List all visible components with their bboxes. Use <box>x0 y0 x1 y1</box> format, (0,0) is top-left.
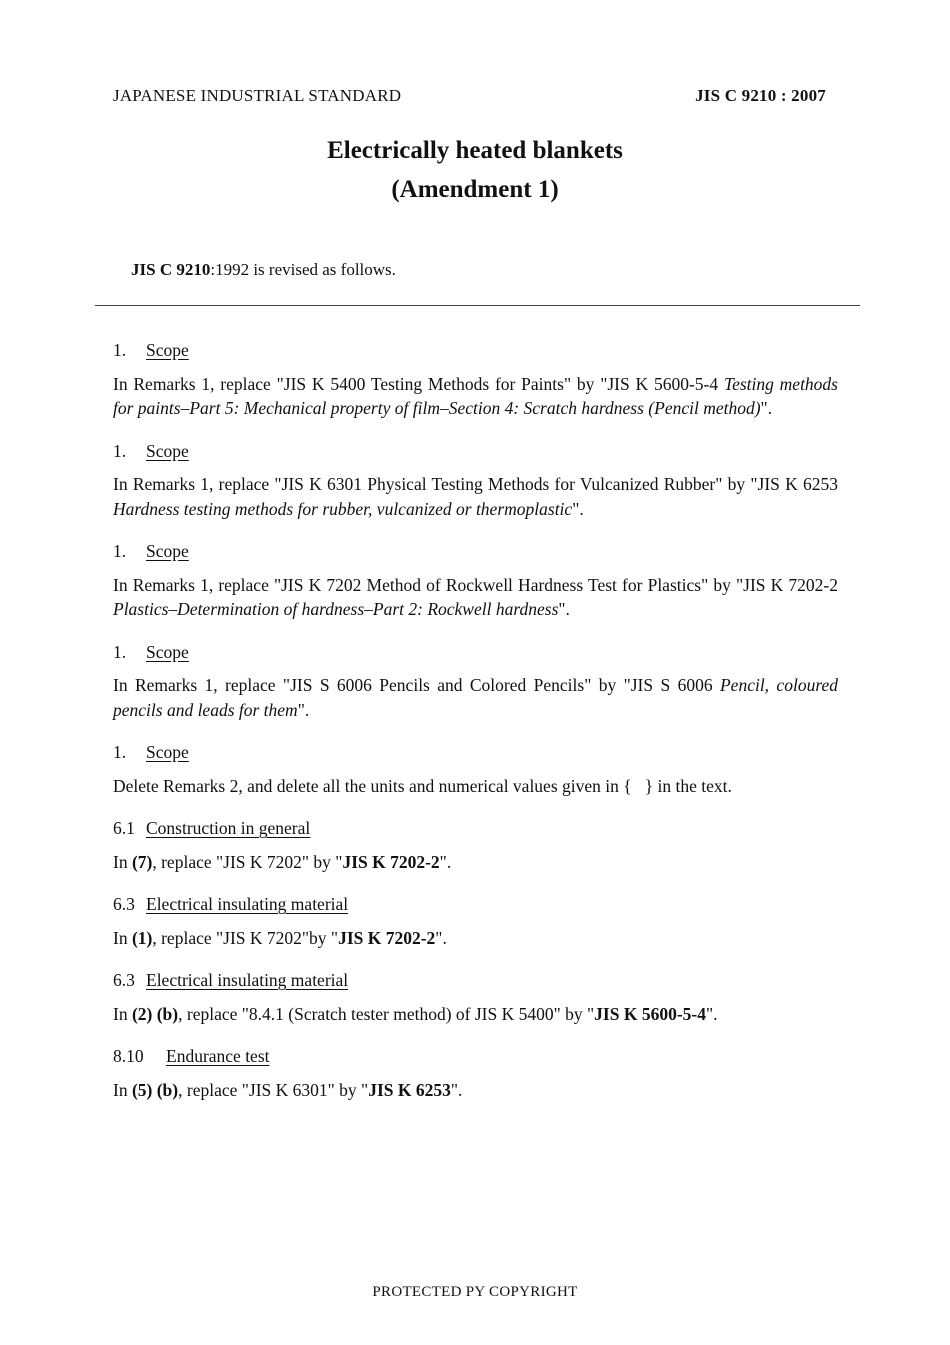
body-text: , replace "JIS K 6301" by " <box>178 1079 369 1100</box>
amendment-section <box>113 892 838 950</box>
body-text: ". <box>450 1079 463 1100</box>
amendment-section <box>113 338 838 421</box>
section-number: 1. <box>113 541 127 561</box>
section-heading <box>113 640 838 665</box>
body-text: , replace "8.4.1 (Scratch tester method) of JIS K 5400" by " <box>178 1003 595 1024</box>
section-number: 1. <box>113 440 127 461</box>
intro-statement <box>131 260 396 280</box>
section-number: 1. <box>113 340 127 360</box>
body-item-ref: (5) (b) <box>131 1079 179 1100</box>
body-italic-title: Plastics–Determination of hardness–Part 2: Rockwell hardness <box>113 599 559 619</box>
intro-standard-id: JIS C 9210 <box>131 260 211 279</box>
amendment-section <box>113 640 838 723</box>
body-item-ref: (7) <box>131 851 153 872</box>
amendment-section <box>113 968 838 1026</box>
section-title: Scope <box>146 541 189 561</box>
section-body <box>113 1078 838 1103</box>
header-standard-name: JAPANESE INDUSTRIAL STANDARD <box>113 86 402 105</box>
section-title: Scope <box>146 742 189 762</box>
body-standard-ref: JIS K 7202-2 <box>338 927 436 948</box>
amendment-section <box>113 740 838 798</box>
body-text: ". <box>297 699 310 720</box>
section-number: 1. <box>113 641 127 662</box>
body-text: In Remarks 1, replace "JIS S 6006 Pencils and Colored Pencils" by "JIS S 6006 <box>113 675 720 695</box>
body-standard-ref: JIS K 7202-2 <box>342 851 440 872</box>
section-number: 6.1 <box>113 818 135 838</box>
section-body <box>113 850 838 875</box>
section-heading <box>113 740 838 765</box>
horizontal-divider <box>95 305 860 306</box>
section-heading <box>113 968 838 993</box>
document-title: Electrically heated blankets <box>327 137 623 164</box>
body-item-ref: (1) <box>131 927 153 948</box>
section-title: Endurance test <box>166 1046 270 1066</box>
body-text: ". <box>435 927 447 948</box>
section-number: 6.3 <box>113 894 135 914</box>
section-body <box>113 372 838 421</box>
section-number: 1. <box>113 742 127 762</box>
body-text: In Remarks 1, replace "JIS K 5400 Testing Methods for Paints" by "JIS K 5600-5-4 <box>113 373 724 394</box>
section-body <box>113 926 838 951</box>
section-number: 8.10 <box>113 1046 144 1066</box>
body-text: In Remarks 1, replace "JIS K 6301 Physical Testing Methods for Vulcanized Rubber" by "JIS K 6253 <box>113 474 838 494</box>
amendment-section <box>113 539 838 622</box>
intro-text: :1992 is revised as follows. <box>210 260 396 279</box>
section-body <box>113 1002 838 1027</box>
body-text: In <box>113 927 132 948</box>
body-standard-ref: JIS K 6253 <box>368 1079 451 1100</box>
section-title: Scope <box>146 340 189 360</box>
body-text: ". <box>705 1003 718 1024</box>
body-text: ". <box>558 599 570 619</box>
section-body <box>113 774 838 799</box>
body-text: In <box>113 1003 132 1024</box>
section-heading <box>113 338 838 363</box>
body-text: Delete Remarks 2, and delete all the units and numerical values given in { } in the text. <box>113 775 732 796</box>
body-text: ". <box>760 398 773 418</box>
body-text: In <box>113 1079 132 1100</box>
section-heading <box>113 892 838 917</box>
body-italic-title: Pencil, coloured pencils and leads for them <box>113 675 838 720</box>
body-text: ". <box>439 851 452 872</box>
header-standard-number: JIS C 9210 : 2007 <box>695 86 826 105</box>
section-title: Scope <box>146 440 189 461</box>
section-heading <box>113 816 838 841</box>
section-heading <box>113 439 838 464</box>
section-title: Electrical insulating material <box>146 894 349 914</box>
body-text: ". <box>572 498 584 519</box>
body-text: , replace "JIS K 7202"by " <box>152 927 339 948</box>
section-title: Scope <box>146 641 189 662</box>
body-standard-ref: JIS K 5600-5-4 <box>594 1003 706 1024</box>
document-subtitle: (Amendment 1) <box>391 176 559 203</box>
section-body <box>113 472 838 521</box>
section-heading <box>113 539 838 564</box>
section-title: Electrical insulating material <box>146 970 349 990</box>
body-text: In <box>113 851 132 872</box>
body-italic-title: Hardness testing methods for rubber, vulcanized or thermoplastic <box>113 498 573 519</box>
copyright-footer: PROTECTED PY COPYRIGHT <box>372 1284 578 1300</box>
amendment-content <box>113 338 838 1120</box>
section-heading <box>113 1044 838 1069</box>
amendment-section <box>113 439 838 522</box>
section-title: Construction in general <box>146 818 311 838</box>
body-text: In Remarks 1, replace "JIS K 7202 Method of Rockwell Hardness Test for Plastics" by "JIS K 7202-2 <box>113 574 838 595</box>
section-body <box>113 573 838 622</box>
section-number: 6.3 <box>113 970 135 990</box>
amendment-section <box>113 1044 838 1102</box>
body-item-ref: (2) (b) <box>131 1003 179 1024</box>
amendment-section <box>113 816 838 874</box>
section-body <box>113 673 838 722</box>
body-text: , replace "JIS K 7202" by " <box>152 851 343 872</box>
body-italic-title: Testing methods for paints–Part 5: Mechanical property of film–Section 4: Scratch hardness (Pencil method) <box>113 373 838 418</box>
